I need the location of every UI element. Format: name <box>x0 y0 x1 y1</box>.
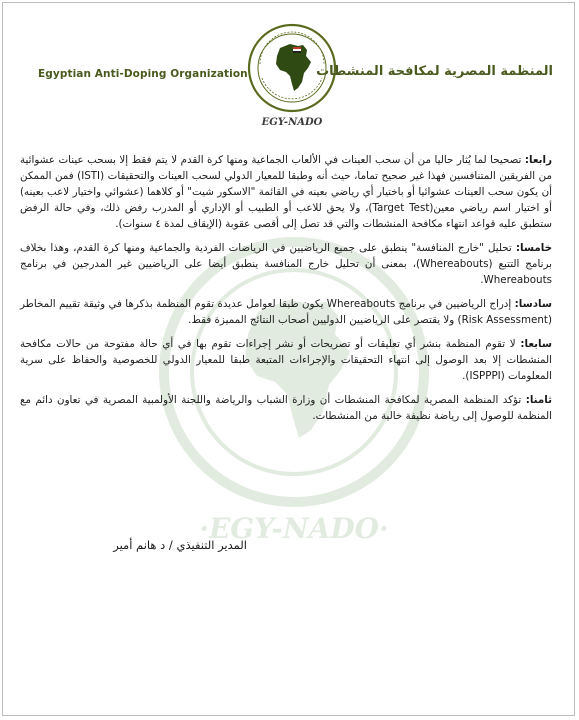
paragraph-text: تؤكد المنظمة المصرية لمكافحة المنشطات أن وزارة الشباب والرياضة واللجنة الأولمبية المصرية في تعاون دائم مع المنظمة للوصول إلى رياضة نظيفة خالية من المنشطات. <box>20 394 552 422</box>
paragraph-heading: سادسا: <box>514 298 552 310</box>
paragraph-text: تصحيحا لما يُثار حاليا من أن سحب العينات في الألعاب الجماعية ومنها كرة القدم لا يتم فقط إلا بسحب عينات عشوائية من الفريقين المتنافسين فهذا غير صحيح تماما، حيث أنه وطبقا للمعيار الدولي لسحب العينات والتحقيقات (ISTI) فمن الممكن أن يكون سحب العينات عشوائيا أو باختيار أي رياضي بعينه في القائمة "الاسكور شيت" أو كلاهما (عشوائي واختيار لاعب بعينه) أو اختيار اسم رياضي معين(Target Test)، ولا يحق للاعب أو الطبيب أو الإداري أو المدرب رفض ذلك، وفي حالة الرفض ستطبق عليه قواعد انتهاء مكافحة المنشطات والتي قد تصل إلى أقصى عقوبة (الإيقاف لمدة ٤ سنوات). <box>20 154 552 230</box>
paragraph-fifth <box>20 240 552 288</box>
letter-body <box>20 152 552 432</box>
paragraph-fourth <box>20 152 552 232</box>
org-name-english: Egyptian Anti-Doping Organization <box>38 68 248 80</box>
paragraph-text: إدراج الرياضيين في برنامج Whereabouts يكون طبقا لعوامل عديدة تقوم المنظمة بذكرها في وثيقة تقييم المخاطر (Risk Assessment) ولا يقتصر على الرياضيين الدوليين أصحاب النتائج المميزة فقط. <box>20 298 552 326</box>
paragraph-text: تحليل "خارج المنافسة" ينطبق على جميع الرياضيين في الرياضات الفردية والجماعية ومنها كرة القدم، وهذا بخلاف برنامج التتبع (Whereabouts)، بمعنى أن تحليل خارج المنافسة ينطبق أيضا على الرياضيين غير المدرجين في برنامج Whereabouts. <box>20 242 552 286</box>
paragraph-seventh <box>20 336 552 384</box>
paragraph-eighth <box>20 392 552 424</box>
paragraph-heading: سابعا: <box>520 338 552 350</box>
letterhead <box>0 22 579 132</box>
paragraph-heading: رابعا: <box>524 154 552 166</box>
paragraph-text: لا تقوم المنظمة بنشر أي تعليقات أو تصريحات أو نشر إجراءات تقوم بها في أي حالة مفتوحة من حالات مكافحة المنشطات إلا بعد الوصول إلى انتهاء التحقيقات والإجراءات المتبعة طبقا للمعيار الدولي للخصوصية والحفاظ على سرية المعلومات (ISPPPI). <box>20 338 552 382</box>
svg-text:·EGY-NADO·: ·EGY-NADO· <box>199 512 389 545</box>
logo-label: EGY-NADO <box>261 117 323 128</box>
paragraph-heading: ثامنا: <box>525 394 552 406</box>
paragraph-heading: خامسا: <box>515 242 552 254</box>
paragraph-sixth <box>20 296 552 328</box>
signature-line: المدير التنفيذي / د هانم أمير <box>113 538 247 552</box>
org-name-arabic: المنظمة المصرية لمكافحة المنشطات <box>316 64 553 79</box>
